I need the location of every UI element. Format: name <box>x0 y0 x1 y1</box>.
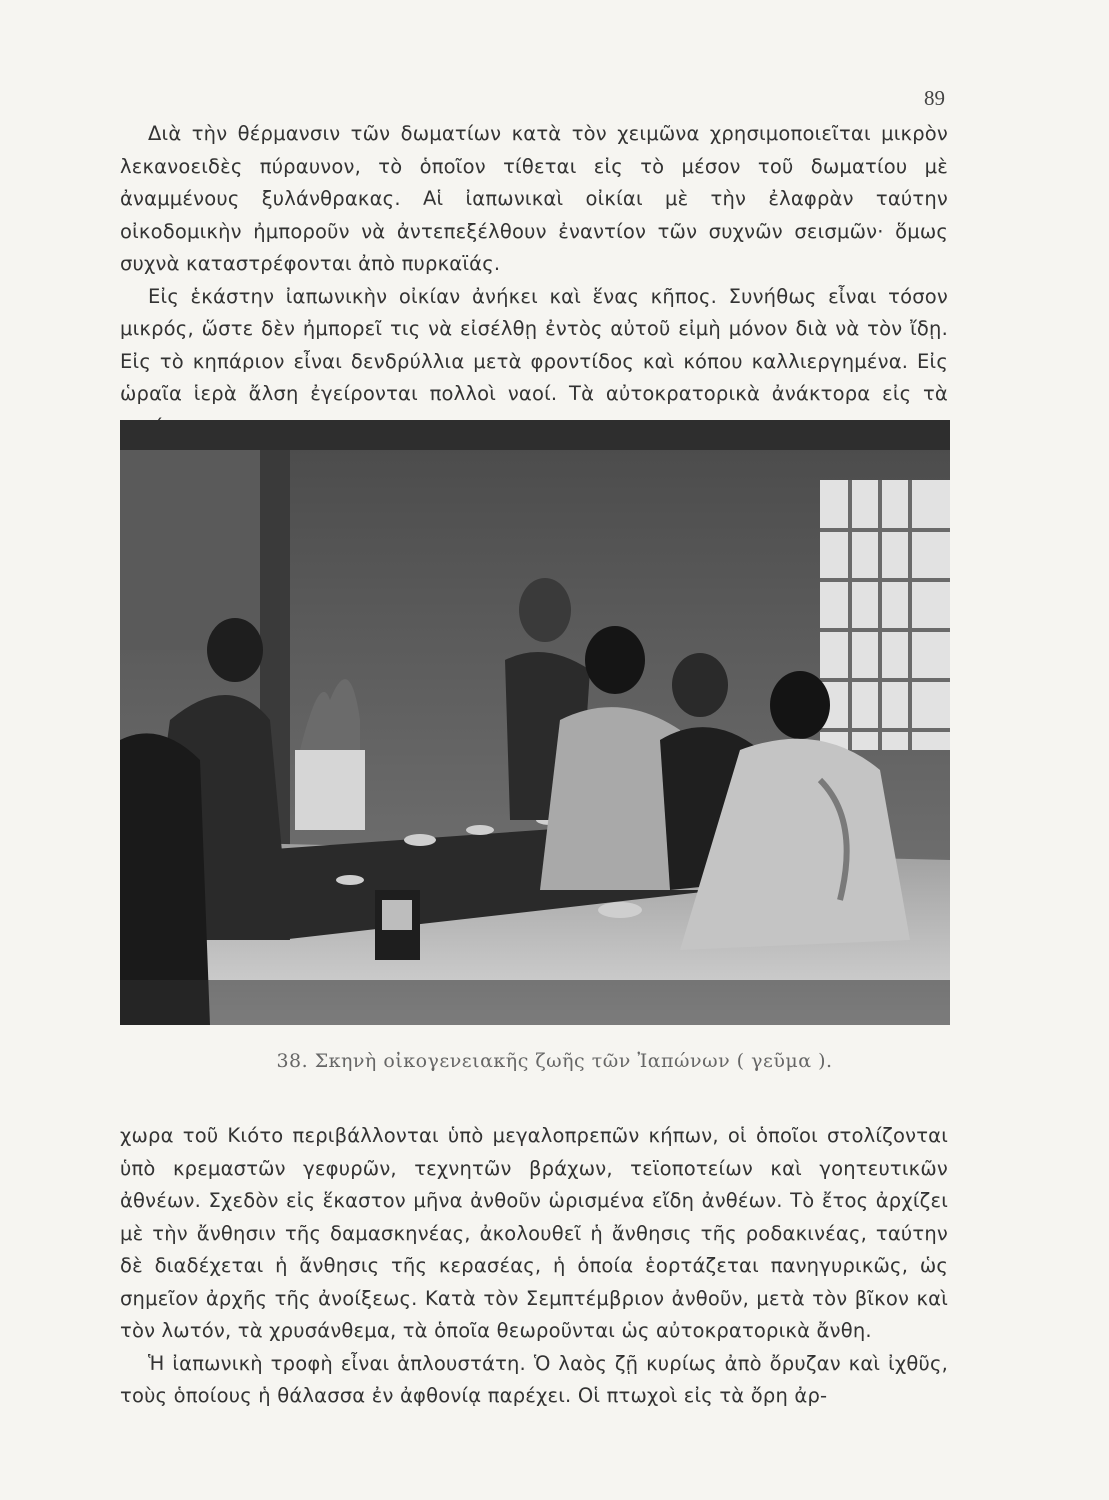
lower-text-block <box>120 1120 948 1413</box>
paragraph: χωρα τοῦ Κιότο περιβάλλονται ὑπὸ μεγαλοπρεπῶν κήπων, οἱ ὁποῖοι στολίζονται ὑπὸ κρεμαστῶν γεφυρῶν, τεχνητῶν βράχων, τεϊοποτείων καὶ γοητευτικῶν ἀθνέων. Σχεδὸν εἰς ἕκαστον μῆνα ἀνθοῦν ὡρισμένα εἴδη ἀνθέων. Τὸ ἔτος ἀρχίζει μὲ τὴν ἄνθησιν τῆς δαμασκηνέας, ἀκολουθεῖ ἡ ἄνθησις τῆς ροδακινέας, ταύτην δὲ διαδέχεται ἡ ἄνθησις τῆς κερασέας, ἡ ὁποία ἑορτάζεται πανηγυρικῶς, ὡς σημεῖον ἀρχῆς τῆς ἀνοίξεως. Κατὰ τὸν Σεμπτέμβριον ἀνθοῦν, μετὰ τὸν βῖκον καὶ τὸν λωτόν, τὰ χρυσάνθεμα, τὰ ὁποῖα θεωροῦνται ὡς αὐτοκρατορικὰ ἄνθη. <box>120 1124 948 1342</box>
upper-text-block <box>120 118 948 443</box>
shoji-window <box>820 480 950 750</box>
photograph-family-meal <box>120 420 950 1025</box>
page-number: 89 <box>924 86 945 110</box>
paragraph: Ἡ ἰαπωνικὴ τροφὴ εἶναι ἁπλουστάτη. Ὁ λαὸς ζῇ κυρίως ἀπὸ ὄρυζαν καὶ ἰχθῦς, τοὺς ὁποίους ἡ θάλασσα ἐν ἀφθονίᾳ παρέχει. Οἱ πτωχοὶ εἰς τὰ ὄρη ἀρ- <box>120 1351 948 1407</box>
paragraph: Διὰ τὴν θέρμανσιν τῶν δωματίων κατὰ τὸν χειμῶνα χρησιμοποιεῖται μικρὸν λεκανοειδὲς πύραυνον, τὸ ὁποῖον τίθεται εἰς τὸ μέσον τοῦ δωματίου μὲ ἀναμμένους ξυλάνθρακας. Αἱ ἰαπωνικαὶ οἰκίαι μὲ τὴν ἐλαφρὰν ταύτην οἰκοδομικὴν ἠμποροῦν νὰ ἀντεπεξέλθουν ἐναντίον τῶν συχνῶν σεισμῶν· ὅμως συχνὰ καταστρέφονται ἀπὸ πυρκαϊάς. <box>120 122 948 275</box>
figure-caption: 38. Σκηνὴ οἰκογενειακῆς ζωῆς τῶν Ἰαπώνων ( γεῦμα ). <box>276 1050 833 1072</box>
photo-illustration <box>120 420 950 1025</box>
paragraph: Εἰς ἑκάστην ἰαπωνικὴν οἰκίαν ἀνήκει καὶ ἕνας κῆπος. Συνήθως εἶναι τόσον μικρός, ὥστε δὲν ἠμπορεῖ τις νὰ εἰσέλθῃ ἐντὸς αὐτοῦ εἰμὴ μόνον διὰ νὰ τὸν ἴδῃ. Εἰς τὸ κηπάριον εἶναι δενδρύλλια μετὰ φροντίδος καὶ κόπου καλλιεργημένα. Εἰς ὡραῖα ἱερὰ ἄλση ἐγείρονται πολλοὶ ναοί. Τὰ αὐτοκρατορικὰ ἀνάκτορα εἰς τὰ <box>120 284 948 405</box>
